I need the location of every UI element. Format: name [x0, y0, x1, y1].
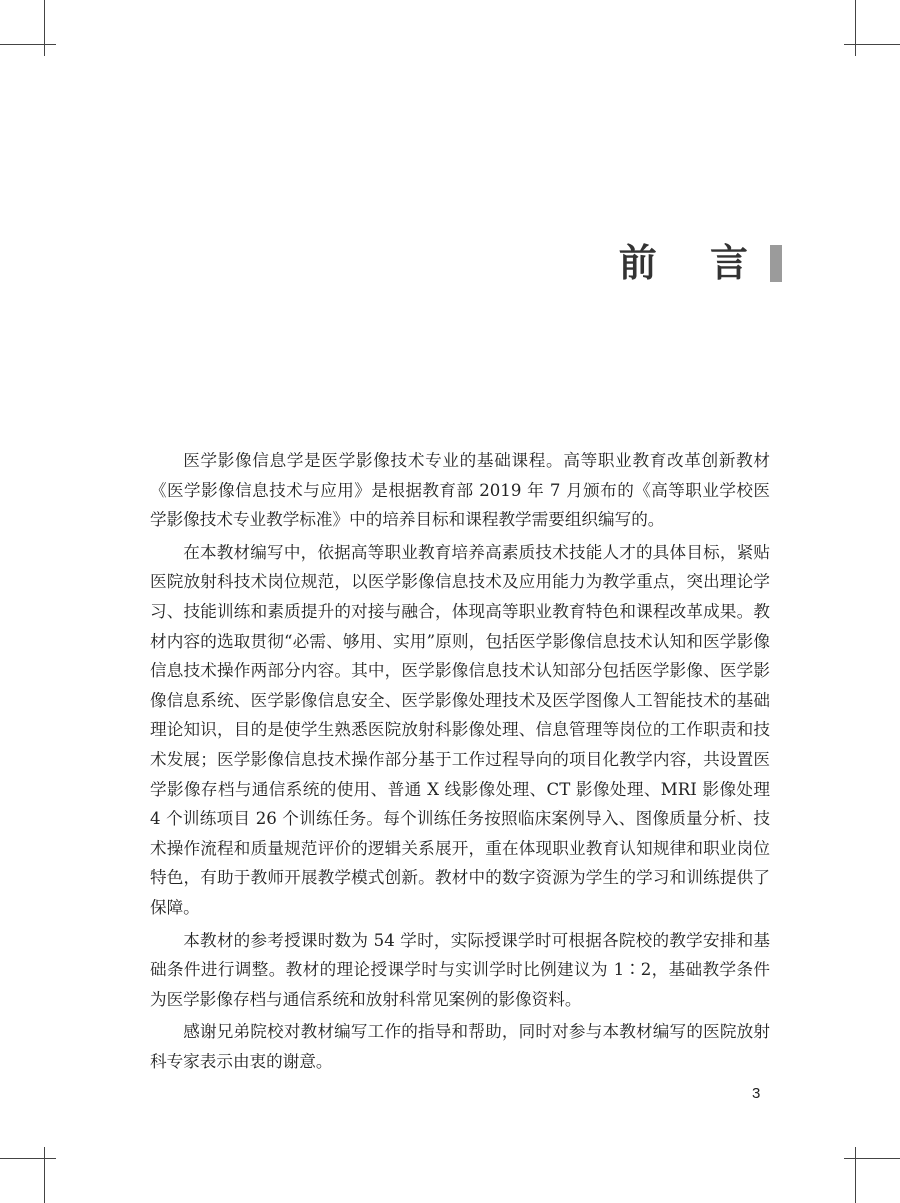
page-number: 3 — [752, 1085, 761, 1102]
title-accent-bar — [770, 245, 782, 282]
crop-mark-bottom-right-h — [844, 1158, 900, 1159]
paragraph-2: 在本教材编写中，依据高等职业教育培养高素质技术技能人才的具体目标，紧贴医院放射科技术岗位规范，以医学影像信息技术及应用能力为教学重点，突出理论学习、技能训练和素质提升的对接与融合，体现高等职业教育特色和课程改革成果。教材内容的选取贯彻“必需、够用、实用”原则，包括医学影像信息技术认知和医学影像信息技术操作两部分内容。其中，医学影像信息技术认知部分包括医学影像、医学影像信息系统、医学影像信息安全、医学影像处理技术及医学图像人工智能技术的基础理论知识，目的是使学生熟悉医院放射科影像处理、信息管理等岗位的工作职责和技术发展；医学影像信息技术操作部分基于工作过程导向的项目化教学内容，共设置医学影像存档与通信系统的使用、普通 X 线影像处理、CT 影像处理、MRI 影像处理 4 个训练项目 26 个训练任务。每个训练任务按照临床案例导入、图像质量分析、技术操作流程和质量规范评价的逻辑关系展开，重在体现职业教育认知规律和职业岗位特色，有助于教师开展教学模式创新。教材中的数字资源为学生的学习和训练提供了保障。 — [150, 542, 770, 917]
paragraph-4: 感谢兄弟院校对教材编写工作的指导和帮助，同时对参与本教材编写的医院放射科专家表示由衷的谢意。 — [150, 1022, 770, 1071]
paragraph-3: 本教材的参考授课时数为 54 学时，实际授课学时可根据各院校的教学安排和基础条件进行调整。教材的理论授课学时与实训学时比例建议为 1∶2，基础教学条件为医学影像存档与通信系统和放射科常见案例的影像资料。 — [150, 930, 770, 1009]
preface-body — [150, 446, 770, 1079]
crop-mark-bottom-left-v — [44, 1147, 45, 1203]
crop-mark-bottom-right-v — [855, 1147, 856, 1203]
paragraph-1: 医学影像信息学是医学影像技术专业的基础课程。高等职业教育改革创新教材《医学影像信息技术与应用》是根据教育部 2019 年 7 月颁布的《高等职业学校医学影像技术专业教学标准》中的培养目标和课程教学需要组织编写的。 — [150, 451, 770, 530]
crop-mark-top-right-h — [844, 44, 900, 45]
crop-mark-top-left-h — [0, 44, 56, 45]
page-title — [618, 241, 782, 285]
crop-mark-bottom-left-h — [0, 1158, 56, 1159]
page-title-text: 前 言 — [618, 241, 768, 285]
crop-mark-top-right-v — [855, 0, 856, 56]
crop-mark-top-left-v — [44, 0, 45, 56]
